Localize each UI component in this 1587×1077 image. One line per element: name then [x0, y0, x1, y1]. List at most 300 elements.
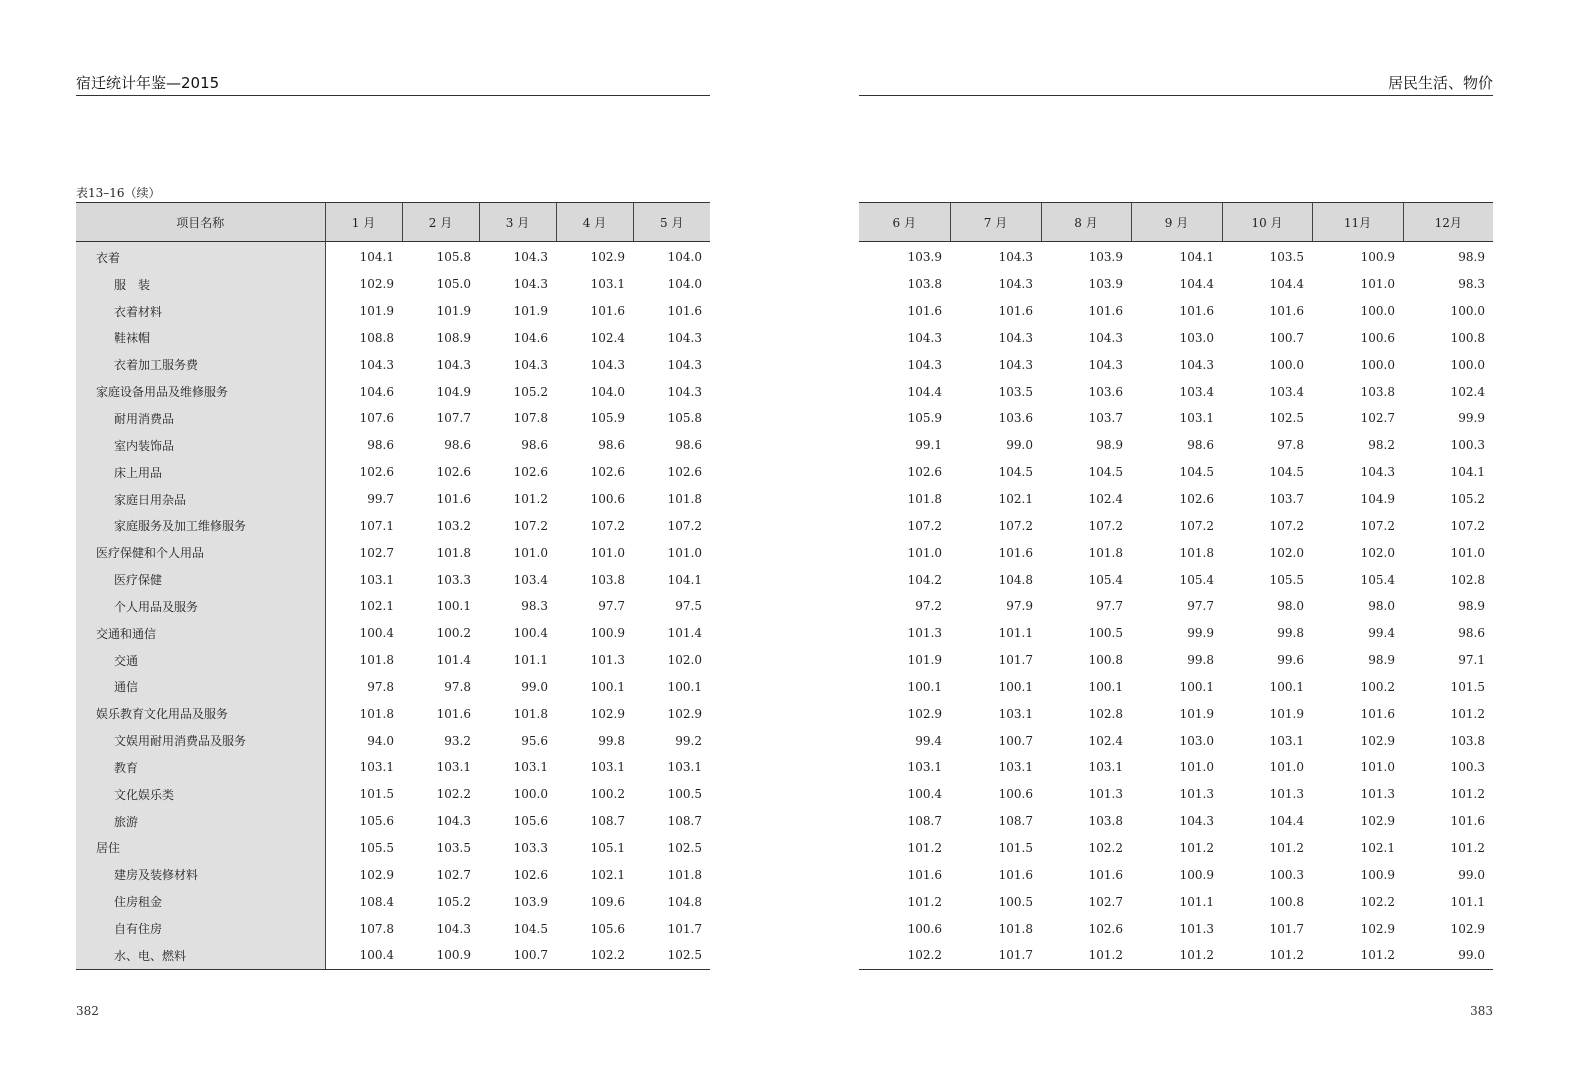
index-value-cell: 103.0: [1179, 330, 1214, 345]
index-value-cell: 103.9: [1088, 277, 1123, 292]
subcategory-name: 床上用品: [76, 459, 325, 486]
index-value-cell: 102.2: [1088, 840, 1123, 855]
table-row: [76, 351, 710, 378]
index-value-cell: 93.2: [444, 733, 471, 748]
subcategory-name: 医疗保健: [76, 566, 325, 593]
index-value-cell: 102.8: [1088, 706, 1123, 721]
table-row: [859, 915, 1493, 942]
index-value-cell: 103.9: [1088, 250, 1123, 265]
index-value-cell: 101.0: [590, 545, 625, 560]
index-value-cell: 101.8: [907, 492, 942, 507]
index-value-cell: 104.4: [1179, 277, 1214, 292]
index-value-cell: 101.9: [436, 304, 471, 319]
index-value-cell: 101.7: [667, 921, 702, 936]
index-value-cell: 98.0: [1277, 599, 1304, 614]
index-value-cell: 101.0: [667, 545, 702, 560]
index-value-cell: 97.9: [1006, 599, 1033, 614]
index-value-cell: 100.1: [907, 679, 942, 694]
index-value-cell: 102.6: [907, 465, 942, 480]
index-value-cell: 100.3: [1450, 438, 1485, 453]
index-value-cell: 99.8: [598, 733, 625, 748]
table-row: [859, 405, 1493, 432]
index-value-cell: 104.3: [436, 921, 471, 936]
subcategory-name: 旅游: [76, 808, 325, 835]
index-value-cell: 102.2: [556, 942, 633, 969]
index-value-cell: 101.2: [1450, 787, 1485, 802]
index-value-cell: 100.2: [436, 626, 471, 641]
index-value-cell: 100.9: [402, 942, 479, 969]
index-value-cell: 101.8: [436, 545, 471, 560]
index-value-cell: 102.6: [667, 465, 702, 480]
table-row: [859, 325, 1493, 352]
table-row: [76, 298, 710, 325]
subcategory-name: 家庭日用杂品: [76, 486, 325, 513]
table-row: [76, 405, 710, 432]
index-value-cell: 104.3: [998, 250, 1033, 265]
index-value-cell: 102.7: [1088, 894, 1123, 909]
index-value-cell: 101.3: [1179, 787, 1214, 802]
index-value-cell: 104.3: [907, 330, 942, 345]
index-value-cell: 97.8: [1277, 438, 1304, 453]
index-value-cell: 99.2: [675, 733, 702, 748]
table-row: [859, 539, 1493, 566]
index-value-cell: 101.9: [1179, 706, 1214, 721]
index-value-cell: 101.2: [1450, 706, 1485, 721]
index-value-cell: 102.5: [1269, 411, 1304, 426]
index-value-cell: 108.9: [436, 330, 471, 345]
index-value-cell: 107.2: [513, 518, 548, 533]
table-row: [76, 566, 710, 593]
index-value-cell: 103.1: [359, 572, 394, 587]
column-header-month: 4 月: [556, 203, 633, 242]
table-row: [76, 325, 710, 352]
index-value-cell: 101.6: [998, 867, 1033, 882]
table-row: [859, 459, 1493, 486]
subcategory-name: 鞋袜帽: [76, 325, 325, 352]
index-value-cell: 104.3: [1088, 330, 1123, 345]
table-row: [859, 566, 1493, 593]
index-value-cell: 107.2: [1088, 518, 1123, 533]
index-value-cell: 103.8: [1360, 384, 1395, 399]
index-value-cell: 98.9: [1096, 438, 1123, 453]
index-value-cell: 102.9: [359, 277, 394, 292]
index-value-cell: 105.9: [590, 411, 625, 426]
index-value-cell: 101.0: [1360, 760, 1395, 775]
subcategory-name: 住房租金: [76, 888, 325, 915]
index-value-cell: 102.9: [1360, 921, 1395, 936]
category-name: 娱乐教育文化用品及服务: [76, 700, 325, 727]
index-value-cell: 101.1: [1450, 894, 1485, 909]
index-value-cell: 99.8: [1277, 626, 1304, 641]
index-value-cell: 102.0: [1269, 545, 1304, 560]
table-row: [859, 378, 1493, 405]
index-value-cell: 105.5: [1269, 572, 1304, 587]
index-value-cell: 100.8: [1269, 894, 1304, 909]
index-value-cell: 100.9: [1360, 867, 1395, 882]
index-value-cell: 99.4: [915, 733, 942, 748]
index-value-cell: 98.9: [1458, 250, 1485, 265]
index-value-cell: 103.1: [590, 277, 625, 292]
subcategory-name: 服 装: [76, 271, 325, 298]
index-value-cell: 108.7: [998, 814, 1033, 829]
index-value-cell: 107.2: [1360, 518, 1395, 533]
index-value-cell: 98.0: [1368, 599, 1395, 614]
index-value-cell: 100.6: [998, 787, 1033, 802]
index-value-cell: 102.5: [633, 942, 710, 969]
table-row: [859, 620, 1493, 647]
running-header-left: 宿迁统计年鉴—2015: [76, 74, 220, 92]
category-name: 家庭设备用品及维修服务: [76, 378, 325, 405]
index-value-cell: 108.7: [667, 814, 702, 829]
table-header-row: [76, 203, 710, 242]
index-value-cell: 103.8: [907, 277, 942, 292]
index-value-cell: 104.4: [1269, 277, 1304, 292]
index-value-cell: 101.8: [359, 706, 394, 721]
index-value-cell: 104.3: [667, 357, 702, 372]
table-caption: 表13–16（续）: [76, 186, 161, 200]
index-value-cell: 98.6: [1187, 438, 1214, 453]
index-value-cell: 103.6: [1088, 384, 1123, 399]
index-value-cell: 101.7: [1269, 921, 1304, 936]
index-value-cell: 102.8: [1450, 572, 1485, 587]
column-header-month: 11月: [1312, 203, 1403, 242]
index-value-cell: 104.3: [513, 277, 548, 292]
index-value-cell: 101.2: [907, 840, 942, 855]
subcategory-name: 衣着加工服务费: [76, 351, 325, 378]
table-row: [859, 432, 1493, 459]
table-row: [859, 888, 1493, 915]
index-value-cell: 102.9: [1360, 814, 1395, 829]
index-value-cell: 102.1: [359, 599, 394, 614]
table-row: [76, 242, 710, 271]
subcategory-name: 教育: [76, 754, 325, 781]
index-value-cell: 105.6: [513, 814, 548, 829]
subcategory-name: 室内装饰品: [76, 432, 325, 459]
index-value-cell: 102.1: [590, 867, 625, 882]
index-value-cell: 101.5: [359, 787, 394, 802]
index-value-cell: 101.2: [1222, 942, 1312, 969]
index-value-cell: 108.7: [590, 814, 625, 829]
table-row: [76, 808, 710, 835]
column-header-item-name: 项目名称: [76, 203, 325, 242]
page-number-right: 383: [1470, 1004, 1493, 1018]
index-value-cell: 101.1: [998, 626, 1033, 641]
index-value-cell: 102.9: [359, 867, 394, 882]
index-value-cell: 101.9: [1269, 706, 1304, 721]
index-value-cell: 98.9: [1458, 599, 1485, 614]
index-value-cell: 101.4: [436, 653, 471, 668]
index-value-cell: 102.0: [1360, 545, 1395, 560]
index-value-cell: 101.0: [1450, 545, 1485, 560]
index-value-cell: 104.5: [998, 465, 1033, 480]
subcategory-name: 水、电、燃料: [76, 942, 325, 969]
table-row: [76, 888, 710, 915]
index-value-cell: 108.8: [359, 330, 394, 345]
index-value-cell: 102.9: [1360, 733, 1395, 748]
index-value-cell: 102.9: [907, 706, 942, 721]
index-value-cell: 103.7: [1269, 492, 1304, 507]
index-value-cell: 100.9: [590, 626, 625, 641]
index-value-cell: 101.9: [359, 304, 394, 319]
index-value-cell: 98.6: [598, 438, 625, 453]
subcategory-name: 耐用消费品: [76, 405, 325, 432]
index-value-cell: 107.2: [998, 518, 1033, 533]
index-value-cell: 99.9: [1187, 626, 1214, 641]
index-value-cell: 104.3: [907, 357, 942, 372]
index-value-cell: 102.6: [1179, 492, 1214, 507]
index-value-cell: 102.6: [513, 867, 548, 882]
index-value-cell: 98.6: [521, 438, 548, 453]
subcategory-name: 文化娱乐类: [76, 781, 325, 808]
index-value-cell: 94.0: [367, 733, 394, 748]
index-value-cell: 107.2: [1179, 518, 1214, 533]
table-row: [76, 432, 710, 459]
index-value-cell: 101.2: [1450, 840, 1485, 855]
index-value-cell: 101.8: [667, 867, 702, 882]
subcategory-name: 衣着材料: [76, 298, 325, 325]
index-value-cell: 103.4: [513, 572, 548, 587]
index-value-cell: 104.3: [667, 330, 702, 345]
table-row: [76, 835, 710, 862]
index-value-cell: 101.3: [1088, 787, 1123, 802]
index-value-cell: 99.0: [1458, 867, 1485, 882]
index-value-cell: 100.1: [590, 679, 625, 694]
table-row: [76, 486, 710, 513]
subcategory-name: 文娱用耐用消费品及服务: [76, 727, 325, 754]
table-row: [76, 674, 710, 701]
category-name: 交通和通信: [76, 620, 325, 647]
index-value-cell: 98.2: [1368, 438, 1395, 453]
index-value-cell: 97.7: [598, 599, 625, 614]
index-value-cell: 104.3: [436, 814, 471, 829]
index-value-cell: 104.3: [513, 357, 548, 372]
table-row: [859, 298, 1493, 325]
index-value-cell: 102.9: [667, 706, 702, 721]
index-value-cell: 101.6: [436, 706, 471, 721]
index-value-cell: 100.6: [1360, 330, 1395, 345]
table-row: [859, 942, 1493, 969]
index-value-cell: 100.2: [1360, 679, 1395, 694]
index-value-cell: 99.0: [521, 679, 548, 694]
index-value-cell: 101.6: [1269, 304, 1304, 319]
index-value-cell: 104.3: [1360, 465, 1395, 480]
index-value-cell: 101.6: [590, 304, 625, 319]
index-value-cell: 99.6: [1277, 653, 1304, 668]
table-row: [76, 593, 710, 620]
index-value-cell: 101.0: [513, 545, 548, 560]
index-value-cell: 101.3: [590, 653, 625, 668]
index-value-cell: 102.6: [436, 465, 471, 480]
index-value-cell: 100.1: [998, 679, 1033, 694]
index-value-cell: 100.4: [907, 787, 942, 802]
index-value-cell: 104.3: [1179, 814, 1214, 829]
index-value-cell: 99.1: [915, 438, 942, 453]
column-header-month: 6 月: [859, 203, 950, 242]
index-value-cell: 107.1: [359, 518, 394, 533]
index-value-cell: 101.0: [1360, 277, 1395, 292]
index-value-cell: 109.6: [590, 894, 625, 909]
index-value-cell: 100.7: [479, 942, 556, 969]
index-value-cell: 105.1: [590, 840, 625, 855]
index-value-cell: 100.7: [998, 733, 1033, 748]
index-value-cell: 101.6: [1360, 706, 1395, 721]
index-value-cell: 104.3: [436, 357, 471, 372]
column-header-month: 8 月: [1041, 203, 1131, 242]
index-value-cell: 103.1: [359, 760, 394, 775]
index-value-cell: 105.6: [590, 921, 625, 936]
table-row: [859, 674, 1493, 701]
index-value-cell: 101.8: [1179, 545, 1214, 560]
table-row: [76, 459, 710, 486]
index-value-cell: 104.2: [907, 572, 942, 587]
index-value-cell: 105.9: [907, 411, 942, 426]
index-value-cell: 101.2: [513, 492, 548, 507]
index-value-cell: 107.6: [359, 411, 394, 426]
index-value-cell: 98.3: [1458, 277, 1485, 292]
index-value-cell: 100.6: [907, 921, 942, 936]
index-value-cell: 101.8: [667, 492, 702, 507]
index-value-cell: 102.0: [667, 653, 702, 668]
index-value-cell: 105.4: [1088, 572, 1123, 587]
index-value-cell: 101.2: [1312, 942, 1403, 969]
index-value-cell: 103.5: [998, 384, 1033, 399]
index-value-cell: 101.2: [1179, 840, 1214, 855]
index-value-cell: 104.3: [998, 357, 1033, 372]
table-row: [859, 781, 1493, 808]
index-value-cell: 104.0: [590, 384, 625, 399]
index-value-cell: 100.1: [1179, 679, 1214, 694]
index-value-cell: 101.6: [1179, 304, 1214, 319]
index-value-cell: 101.2: [1131, 942, 1222, 969]
table-row: [859, 351, 1493, 378]
index-value-cell: 103.1: [998, 760, 1033, 775]
table-row: [76, 620, 710, 647]
index-value-cell: 101.4: [667, 626, 702, 641]
index-value-cell: 104.1: [359, 250, 394, 265]
column-header-month: 10 月: [1222, 203, 1312, 242]
table-row: [76, 512, 710, 539]
index-value-cell: 99.8: [1187, 653, 1214, 668]
index-value-cell: 97.2: [915, 599, 942, 614]
index-value-cell: 105.4: [1179, 572, 1214, 587]
index-value-cell: 102.2: [859, 942, 950, 969]
index-value-cell: 101.9: [513, 304, 548, 319]
index-value-cell: 104.1: [1179, 250, 1214, 265]
index-value-cell: 104.5: [513, 921, 548, 936]
index-value-cell: 100.4: [325, 942, 402, 969]
table-row: [76, 781, 710, 808]
index-value-cell: 104.6: [513, 330, 548, 345]
index-value-cell: 107.2: [590, 518, 625, 533]
index-value-cell: 97.1: [1458, 653, 1485, 668]
table-row: [859, 835, 1493, 862]
index-value-cell: 104.3: [1179, 357, 1214, 372]
table-left-page: [76, 202, 710, 970]
index-value-cell: 104.4: [907, 384, 942, 399]
index-value-cell: 101.0: [1179, 760, 1214, 775]
header-rule-left: [76, 95, 710, 96]
index-value-cell: 101.2: [1269, 840, 1304, 855]
index-value-cell: 104.5: [1179, 465, 1214, 480]
index-value-cell: 105.2: [436, 894, 471, 909]
table-row: [859, 486, 1493, 513]
index-value-cell: 107.8: [359, 921, 394, 936]
index-value-cell: 100.6: [590, 492, 625, 507]
index-value-cell: 100.3: [1269, 867, 1304, 882]
index-value-cell: 100.5: [667, 787, 702, 802]
index-value-cell: 104.5: [1088, 465, 1123, 480]
column-header-month: 7 月: [950, 203, 1041, 242]
index-value-cell: 102.9: [590, 250, 625, 265]
index-value-cell: 104.8: [998, 572, 1033, 587]
index-value-cell: 102.4: [590, 330, 625, 345]
index-value-cell: 105.2: [1450, 492, 1485, 507]
index-value-cell: 107.2: [1269, 518, 1304, 533]
index-value-cell: 107.2: [667, 518, 702, 533]
index-value-cell: 100.4: [359, 626, 394, 641]
index-value-cell: 101.1: [513, 653, 548, 668]
index-value-cell: 102.2: [436, 787, 471, 802]
table-row: [859, 727, 1493, 754]
index-value-cell: 107.2: [907, 518, 942, 533]
index-value-cell: 105.2: [513, 384, 548, 399]
index-value-cell: 101.3: [1269, 787, 1304, 802]
column-header-month: 2 月: [402, 203, 479, 242]
index-value-cell: 100.2: [590, 787, 625, 802]
index-value-cell: 101.6: [998, 545, 1033, 560]
index-value-cell: 104.8: [667, 894, 702, 909]
index-value-cell: 103.1: [1088, 760, 1123, 775]
index-value-cell: 103.1: [1269, 733, 1304, 748]
index-value-cell: 107.8: [513, 411, 548, 426]
index-value-cell: 100.8: [1088, 653, 1123, 668]
index-value-cell: 100.0: [1450, 357, 1485, 372]
index-value-cell: 98.9: [1368, 653, 1395, 668]
table-row: [76, 700, 710, 727]
index-value-cell: 101.0: [1269, 760, 1304, 775]
index-value-cell: 104.3: [513, 250, 548, 265]
index-value-cell: 104.3: [1088, 357, 1123, 372]
index-value-cell: 102.9: [590, 706, 625, 721]
index-value-cell: 98.6: [675, 438, 702, 453]
index-value-cell: 102.5: [667, 840, 702, 855]
index-value-cell: 103.1: [1179, 411, 1214, 426]
table-right-page: [859, 202, 1493, 970]
index-value-cell: 103.4: [1179, 384, 1214, 399]
index-value-cell: 101.8: [513, 706, 548, 721]
page-number-left: 382: [76, 1004, 99, 1018]
index-value-cell: 103.8: [1450, 733, 1485, 748]
index-value-cell: 99.9: [1458, 411, 1485, 426]
index-value-cell: 103.1: [590, 760, 625, 775]
index-value-cell: 101.8: [998, 921, 1033, 936]
column-header-month: 5 月: [633, 203, 710, 242]
table-row: [76, 647, 710, 674]
index-value-cell: 100.8: [1450, 330, 1485, 345]
table-row: [859, 754, 1493, 781]
index-value-cell: 102.6: [359, 465, 394, 480]
index-value-cell: 100.9: [1179, 867, 1214, 882]
column-header-month: 3 月: [479, 203, 556, 242]
index-value-cell: 100.1: [1269, 679, 1304, 694]
index-value-cell: 104.4: [1269, 814, 1304, 829]
index-value-cell: 100.3: [1450, 760, 1485, 775]
index-value-cell: 102.4: [1088, 733, 1123, 748]
index-value-cell: 101.6: [1088, 304, 1123, 319]
table-row: [76, 539, 710, 566]
index-value-cell: 101.3: [907, 626, 942, 641]
index-value-cell: 100.0: [513, 787, 548, 802]
